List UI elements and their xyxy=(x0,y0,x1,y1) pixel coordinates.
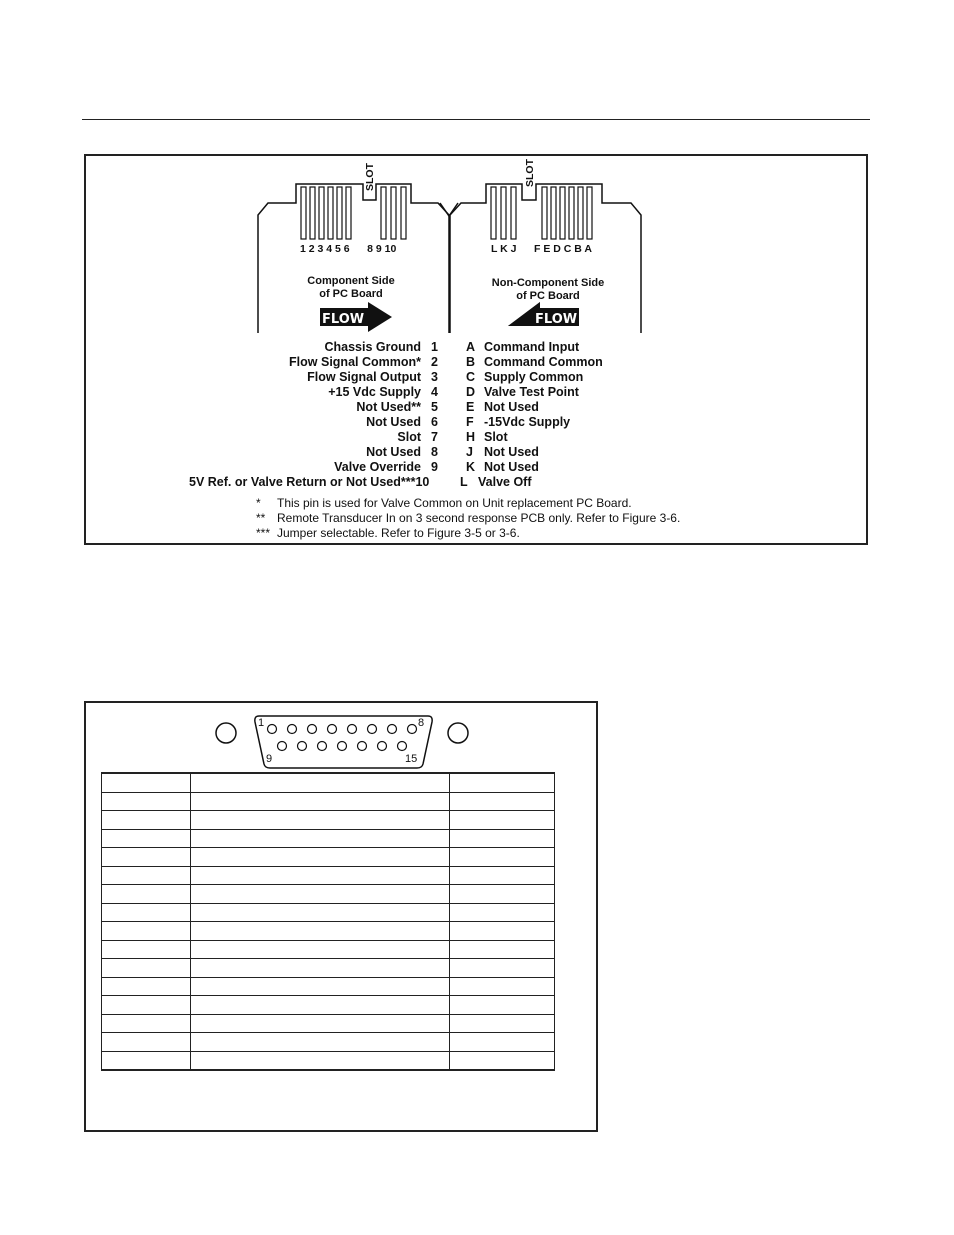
table-row xyxy=(102,1014,555,1033)
contact-finger xyxy=(587,187,592,239)
table-cell xyxy=(450,903,555,922)
table-cell xyxy=(191,811,450,830)
contact-finger xyxy=(542,187,547,239)
table-row xyxy=(102,1033,555,1052)
signal-name-left: Slot xyxy=(397,430,421,444)
table-cell xyxy=(450,885,555,904)
signal-name-left: 5V Ref. or Valve Return or Not Used***10 xyxy=(189,475,430,489)
contact-finger xyxy=(491,187,496,239)
flow-arrow-left-icon xyxy=(508,302,579,327)
table-cell xyxy=(191,977,450,996)
table-cell xyxy=(102,1033,191,1052)
signal-name-right: -15Vdc Supply xyxy=(484,415,571,429)
table-row xyxy=(102,829,555,848)
contact-finger xyxy=(401,187,406,239)
table-row xyxy=(102,885,555,904)
note-mark: * xyxy=(256,496,261,510)
table-cell xyxy=(102,903,191,922)
table-row xyxy=(102,903,555,922)
table-cell xyxy=(102,773,191,792)
signal-name-right: Valve Off xyxy=(478,475,532,489)
svg-text:FLOW: FLOW xyxy=(322,312,365,327)
pin-letter: D xyxy=(466,385,476,399)
contact-finger xyxy=(578,187,583,239)
table-cell xyxy=(191,959,450,978)
signal-name-right: Command Common xyxy=(484,355,603,369)
table-cell xyxy=(450,811,555,830)
table-cell xyxy=(450,1051,555,1070)
contact-finger xyxy=(337,187,342,239)
non-component-side-caption: Non-Component Side of PC Board xyxy=(491,277,605,302)
table-cell xyxy=(102,922,191,941)
pin-letter: A xyxy=(466,340,476,354)
pin-letter: C xyxy=(466,370,476,384)
signal-name-left: +15 Vdc Supply xyxy=(328,385,421,399)
table-cell xyxy=(102,811,191,830)
table-cell xyxy=(102,829,191,848)
signal-name-left: Not Used xyxy=(366,445,421,459)
table-row xyxy=(102,848,555,867)
svg-text:FLOW: FLOW xyxy=(535,312,578,327)
table-row xyxy=(102,1051,555,1070)
pin-letter: F xyxy=(466,415,474,429)
non-component-side-pin-letters: L K J F E D C B A xyxy=(491,243,592,255)
pin-letter: H xyxy=(466,430,476,444)
contact-finger xyxy=(301,187,306,239)
note-text: Remote Transducer In on 3 second response PCB only. Refer to Figure 3-6. xyxy=(277,511,681,525)
pin-letter: B xyxy=(466,355,476,369)
contact-finger xyxy=(501,187,506,239)
pin-letter: L xyxy=(460,475,468,489)
pin-8-label: 8 xyxy=(418,717,425,729)
contact-finger xyxy=(511,187,516,239)
contact-finger xyxy=(569,187,574,239)
component-side-contacts xyxy=(301,187,406,239)
signal-name-right: Slot xyxy=(484,430,508,444)
contact-finger xyxy=(328,187,333,239)
signal-name-left: Valve Override xyxy=(334,460,421,474)
table-cell xyxy=(450,1014,555,1033)
contact-finger xyxy=(319,187,324,239)
component-side-pin-numbers: 1 2 3 4 5 6 8 9 10 xyxy=(300,243,397,255)
table-cell xyxy=(450,922,555,941)
contact-finger xyxy=(391,187,396,239)
table-row xyxy=(102,959,555,978)
signal-name-left: Flow Signal Output xyxy=(307,370,421,384)
signal-name-right: Supply Common xyxy=(484,370,584,384)
table-row xyxy=(102,811,555,830)
note-text: Jumper selectable. Refer to Figure 3-5 or 3-6. xyxy=(277,526,520,540)
table-row xyxy=(102,940,555,959)
table-cell xyxy=(191,885,450,904)
table-cell xyxy=(191,922,450,941)
table-cell xyxy=(191,1051,450,1070)
table-cell xyxy=(191,1014,450,1033)
pin-1-label: 1 xyxy=(258,717,265,729)
signal-name-left: Not Used** xyxy=(356,400,421,414)
table-cell xyxy=(102,866,191,885)
table-cell xyxy=(102,848,191,867)
dsub-pinout-table xyxy=(101,772,555,1071)
table-cell xyxy=(102,1014,191,1033)
table-cell xyxy=(102,996,191,1015)
table-cell xyxy=(450,977,555,996)
table-cell xyxy=(450,773,555,792)
component-side-caption: Component Side of PC Board xyxy=(307,275,395,300)
pin-number: 1 xyxy=(431,340,438,354)
table-cell xyxy=(191,940,450,959)
table-cell xyxy=(191,792,450,811)
table-cell xyxy=(191,996,450,1015)
table-cell xyxy=(450,959,555,978)
contact-finger xyxy=(310,187,315,239)
contact-finger xyxy=(346,187,351,239)
pin-number: 2 xyxy=(431,355,438,369)
table-cell xyxy=(450,996,555,1015)
contact-finger xyxy=(560,187,565,239)
contact-finger xyxy=(381,187,386,239)
signal-name-right: Not Used xyxy=(484,400,539,414)
pin-letter: E xyxy=(466,400,475,414)
edge-connector-drawing xyxy=(0,0,954,560)
note-mark: ** xyxy=(256,511,266,525)
signal-name-right: Command Input xyxy=(484,340,580,354)
table-cell xyxy=(102,959,191,978)
table-row xyxy=(102,866,555,885)
pin-9-label: 9 xyxy=(266,753,273,765)
table-cell xyxy=(191,773,450,792)
signal-name-right: Not Used xyxy=(484,445,539,459)
table-cell xyxy=(191,1033,450,1052)
signal-name-right: Not Used xyxy=(484,460,539,474)
table-row xyxy=(102,922,555,941)
table-cell xyxy=(450,940,555,959)
pin-number: 8 xyxy=(431,445,438,459)
table-cell xyxy=(191,829,450,848)
table-cell xyxy=(450,792,555,811)
table-cell xyxy=(102,885,191,904)
note-mark: *** xyxy=(256,526,271,540)
pin-number: 7 xyxy=(431,430,438,444)
table-cell xyxy=(450,866,555,885)
slot-label-left: SLOT xyxy=(364,163,376,191)
pin-letter: J xyxy=(466,445,473,459)
table-cell xyxy=(102,977,191,996)
table-row xyxy=(102,996,555,1015)
non-component-side-contacts xyxy=(491,187,592,239)
table-cell xyxy=(450,829,555,848)
slot-label-right: SLOT xyxy=(524,159,536,187)
table-cell xyxy=(450,1033,555,1052)
pin-letter: K xyxy=(466,460,476,474)
table-row xyxy=(102,773,555,792)
table-cell xyxy=(450,848,555,867)
signal-name-left: Chassis Ground xyxy=(324,340,421,354)
table-row xyxy=(102,977,555,996)
contact-finger xyxy=(551,187,556,239)
pin-number: 4 xyxy=(431,385,438,399)
table-cell xyxy=(191,903,450,922)
table-cell xyxy=(191,866,450,885)
flow-arrow-right-icon xyxy=(320,302,392,332)
pin-number: 6 xyxy=(431,415,438,429)
table-cell xyxy=(102,940,191,959)
pin-number: 3 xyxy=(431,370,438,384)
table-row xyxy=(102,792,555,811)
signal-name-left: Not Used xyxy=(366,415,421,429)
table-cell xyxy=(102,1051,191,1070)
pin-number: 9 xyxy=(431,460,438,474)
table-cell xyxy=(191,848,450,867)
pin-number: 5 xyxy=(431,400,438,414)
note-text: This pin is used for Valve Common on Unit replacement PC Board. xyxy=(277,496,632,510)
pin-15-label: 15 xyxy=(405,753,418,765)
signal-name-left: Flow Signal Common* xyxy=(289,355,421,369)
signal-name-right: Valve Test Point xyxy=(484,385,579,399)
table-cell xyxy=(102,792,191,811)
